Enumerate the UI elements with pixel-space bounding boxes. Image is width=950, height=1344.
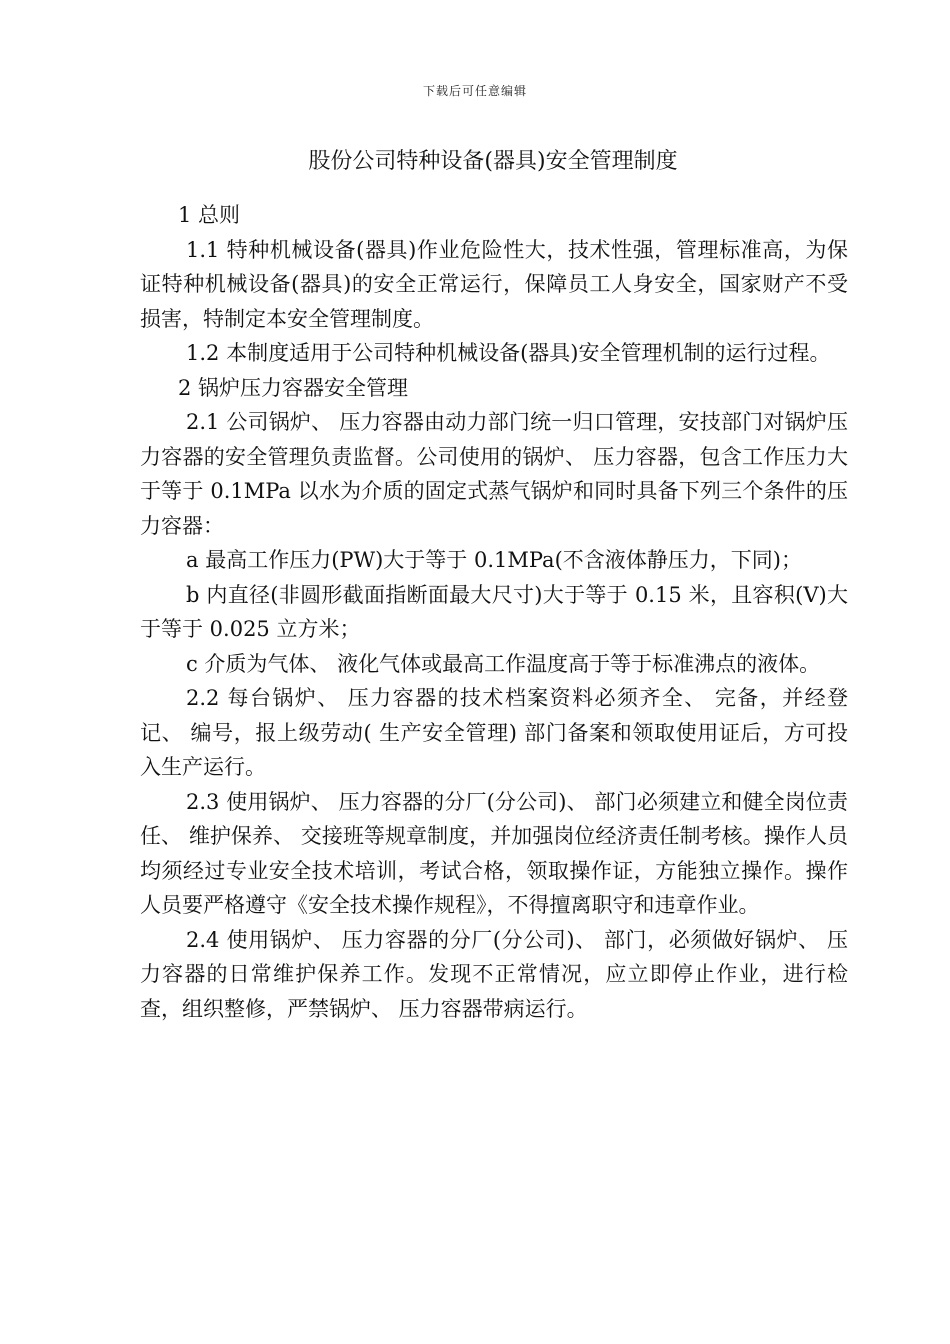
document-body <box>140 198 848 1026</box>
paragraph-2-2: 2.2 每台锅炉、 压力容器的技术档案资料必须齐全、 完备，并经登记、 编号，报上级劳动( 生产安全管理) 部门备案和领取使用证后，方可投入生产运行。 <box>140 686 848 779</box>
paragraph-2-1-b: b 内直径(非圆形截面指断面最大尺寸)大于等于 0.15 米，且容积(V)大于等于 0.025 立方米； <box>140 582 848 641</box>
paragraph-1-2: 1.2 本制度适用于公司特种机械设备(器具)安全管理机制的运行过程。 <box>186 341 831 365</box>
header-note: 下载后可任意编辑 <box>422 84 527 98</box>
paragraph-2-1-a: a 最高工作压力(PW)大于等于 0.1MPa(不含液体静压力，下同)； <box>186 548 802 572</box>
section-heading-1: 1 总则 <box>178 203 241 227</box>
document-title: 股份公司特种设备(器具)安全管理制度 <box>308 149 678 174</box>
paragraph-2-3: 2.3 使用锅炉、 压力容器的分厂(分公司)、 部门必须建立和健全岗位责任、 维护保养、 交接班等规章制度，并加强岗位经济责任制考核。操作人员均须经过专业安全技术培训，考试合格，领取操作证，方能独立操作。操作人员要严格遵守《安全技术操作规程》，不得擅离职守和违章作业。 <box>140 789 848 917</box>
paragraph-2-4: 2.4 使用锅炉、 压力容器的分厂(分公司)、 部门，必须做好锅炉、 压力容器的日常维护保养工作。发现不正常情况，应立即停止作业，进行检查，组织整修，严禁锅炉、 压力容器带病运行。 <box>140 927 848 1021</box>
section-heading-2: 2 锅炉压力容器安全管理 <box>178 375 409 400</box>
paragraph-1-1: 1.1 特种机械设备(器具)作业危险性大，技术性强，管理标准高，为保证特种机械设备(器具)的安全正常运行，保障员工人身安全，国家财产不受损害，特制定本安全管理制度。 <box>140 237 848 331</box>
paragraph-2-1: 2.1 公司锅炉、 压力容器由动力部门统一归口管理，安技部门对锅炉压力容器的安全管理负责监督。公司使用的锅炉、 压力容器，包含工作压力大于等于 0.1MPa 以水为介质的固定式蒸气锅炉和同时具备下列三个条件的压力容器： <box>140 410 848 538</box>
paragraph-2-1-c: c 介质为气体、 液化气体或最高工作温度高于等于标准沸点的液体。 <box>186 651 821 676</box>
